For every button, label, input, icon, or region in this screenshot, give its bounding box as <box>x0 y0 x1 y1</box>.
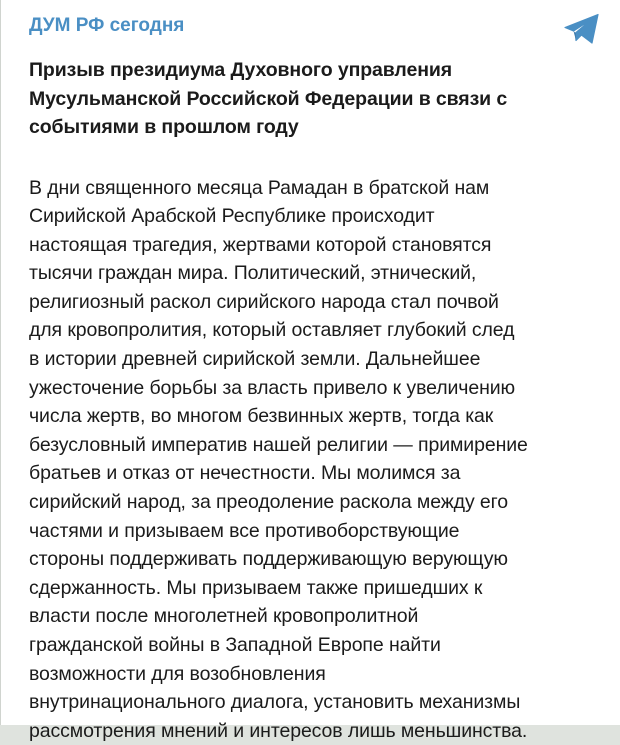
post-title: Призыв президиума Духовного управления Мусульманской Российской Федерации в связи с событиями в прошлом году <box>29 56 602 142</box>
channel-name[interactable]: ДУМ РФ сегодня <box>29 12 602 40</box>
telegram-send-icon[interactable] <box>562 12 602 46</box>
message-header <box>29 12 602 48</box>
post-body: В дни священного месяца Рамадан в братской нам Сирийской Арабской Республике происходит настоящая трагедия, жертвами которой становятся тысячи граждан мира. Политический, этнический, религиозный раскол сирийского народа стал почвой для кровопролития, который оставляет глубокий след в истории древней сирийской земли. Дальнейшее ужесточение борьбы за власть привело к увеличению числа жертв, во многом безвинных жертв, тогда как безусловный императив нашей религии — примирение братьев и отказ от нечестности. Мы молимся за сирийский народ, за преодоление раскола между его частями и призываем все противоборствующие стороны поддерживать поддерживающую верующую сдержанность. Мы призываем также пришедших к власти после многолетней кровопролитной гражданской войны в Западной Европе найти возможности для возобновления внутринационального диалога, установить механизмы рассмотрения мнений и интересов лишь меньшинства. <box>29 174 602 745</box>
